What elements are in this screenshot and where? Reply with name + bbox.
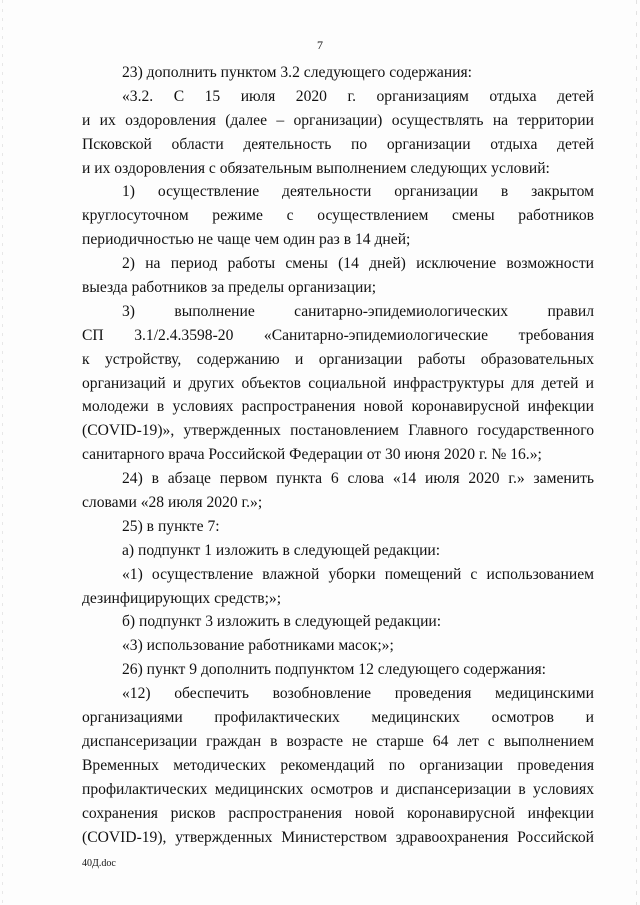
text-line: периодичностью не чаще чем один раз в 14 дней; <box>82 231 411 249</box>
text-line: 26) пункт 9 дополнить подпунктом 12 следующего содержания: <box>122 661 547 679</box>
page-number: 7 <box>317 38 323 52</box>
text-line: к устройству, содержанию и организации работы образовательных <box>82 350 594 368</box>
scan-edge-left <box>2 0 3 905</box>
text-line: Псковской области деятельность по организации отдыха детей <box>82 135 594 153</box>
text-line: выезда работников за пределы организации; <box>82 279 377 297</box>
text-line: профилактических медицинских осмотров и диспансеризации в условиях <box>82 780 594 798</box>
text-line: организаций и других объектов социальной инфраструктуры для детей и <box>82 374 594 392</box>
footer-filename: 40Д.doc <box>82 858 116 869</box>
text-line: СП 3.1/2.4.3598-20 «Санитарно-эпидемиологические требования <box>82 326 594 344</box>
text-line: «1) осуществление влажной уборки помещений с использованием <box>122 565 594 583</box>
text-line: сохранения рисков распространения новой коронавирусной инфекции <box>82 804 594 822</box>
text-line: дезинфицирующих средств;»; <box>82 589 282 607</box>
text-line: 24) в абзаце первом пункта 6 слова «14 июля 2020 г.» заменить <box>122 470 594 488</box>
text-line: (COVID-19)», утвержденных постановлением Главного государственного <box>82 422 594 440</box>
text-line: Временных методических рекомендаций по организации проведения <box>82 756 594 774</box>
text-line: круглосуточном режиме с осуществлением смены работников <box>82 207 594 225</box>
text-line: словами «28 июля 2020 г.»; <box>82 494 263 512</box>
text-line: и их оздоровления с обязательным выполнением следующих условий: <box>82 159 550 177</box>
text-line: а) подпункт 1 изложить в следующей редакции: <box>122 541 441 559</box>
text-line: организациями профилактических медицинских осмотров и <box>82 709 594 727</box>
text-line: молодежи в условиях распространения новой коронавирусной инфекции <box>82 398 594 416</box>
text-line: 23) дополнить пунктом 3.2 следующего содержания: <box>122 64 473 81</box>
text-line: санитарного врача Российской Федерации от 30 июня 2020 г. № 16.»; <box>82 446 542 464</box>
text-line: 1) осуществление деятельности организации в закрытом <box>122 183 594 201</box>
text-line: 25) в пункте 7: <box>122 517 220 535</box>
text-line: (COVID-19), утвержденных Министерством здравоохранения Российской <box>82 828 594 846</box>
text-line: «12) обеспечить возобновление проведения медицинскими <box>122 685 594 703</box>
document-body <box>82 61 594 849</box>
text-line: б) подпункт 3 изложить в следующей редакции: <box>122 613 442 631</box>
text-line: 3) выполнение санитарно-эпидемиологических правил <box>122 302 594 320</box>
text-line: «3) использование работниками масок;»; <box>122 637 394 655</box>
text-line: и их оздоровления (далее – организации) осуществлять на территории <box>82 111 594 129</box>
scan-edge-right <box>636 0 637 905</box>
text-line: диспансеризации граждан в возрасте не старше 64 лет с выполнением <box>82 732 594 750</box>
text-line: 2) на период работы смены (14 дней) исключение возможности <box>122 255 594 273</box>
text-line: «3.2. С 15 июля 2020 г. организациям отдыха детей <box>122 87 594 105</box>
